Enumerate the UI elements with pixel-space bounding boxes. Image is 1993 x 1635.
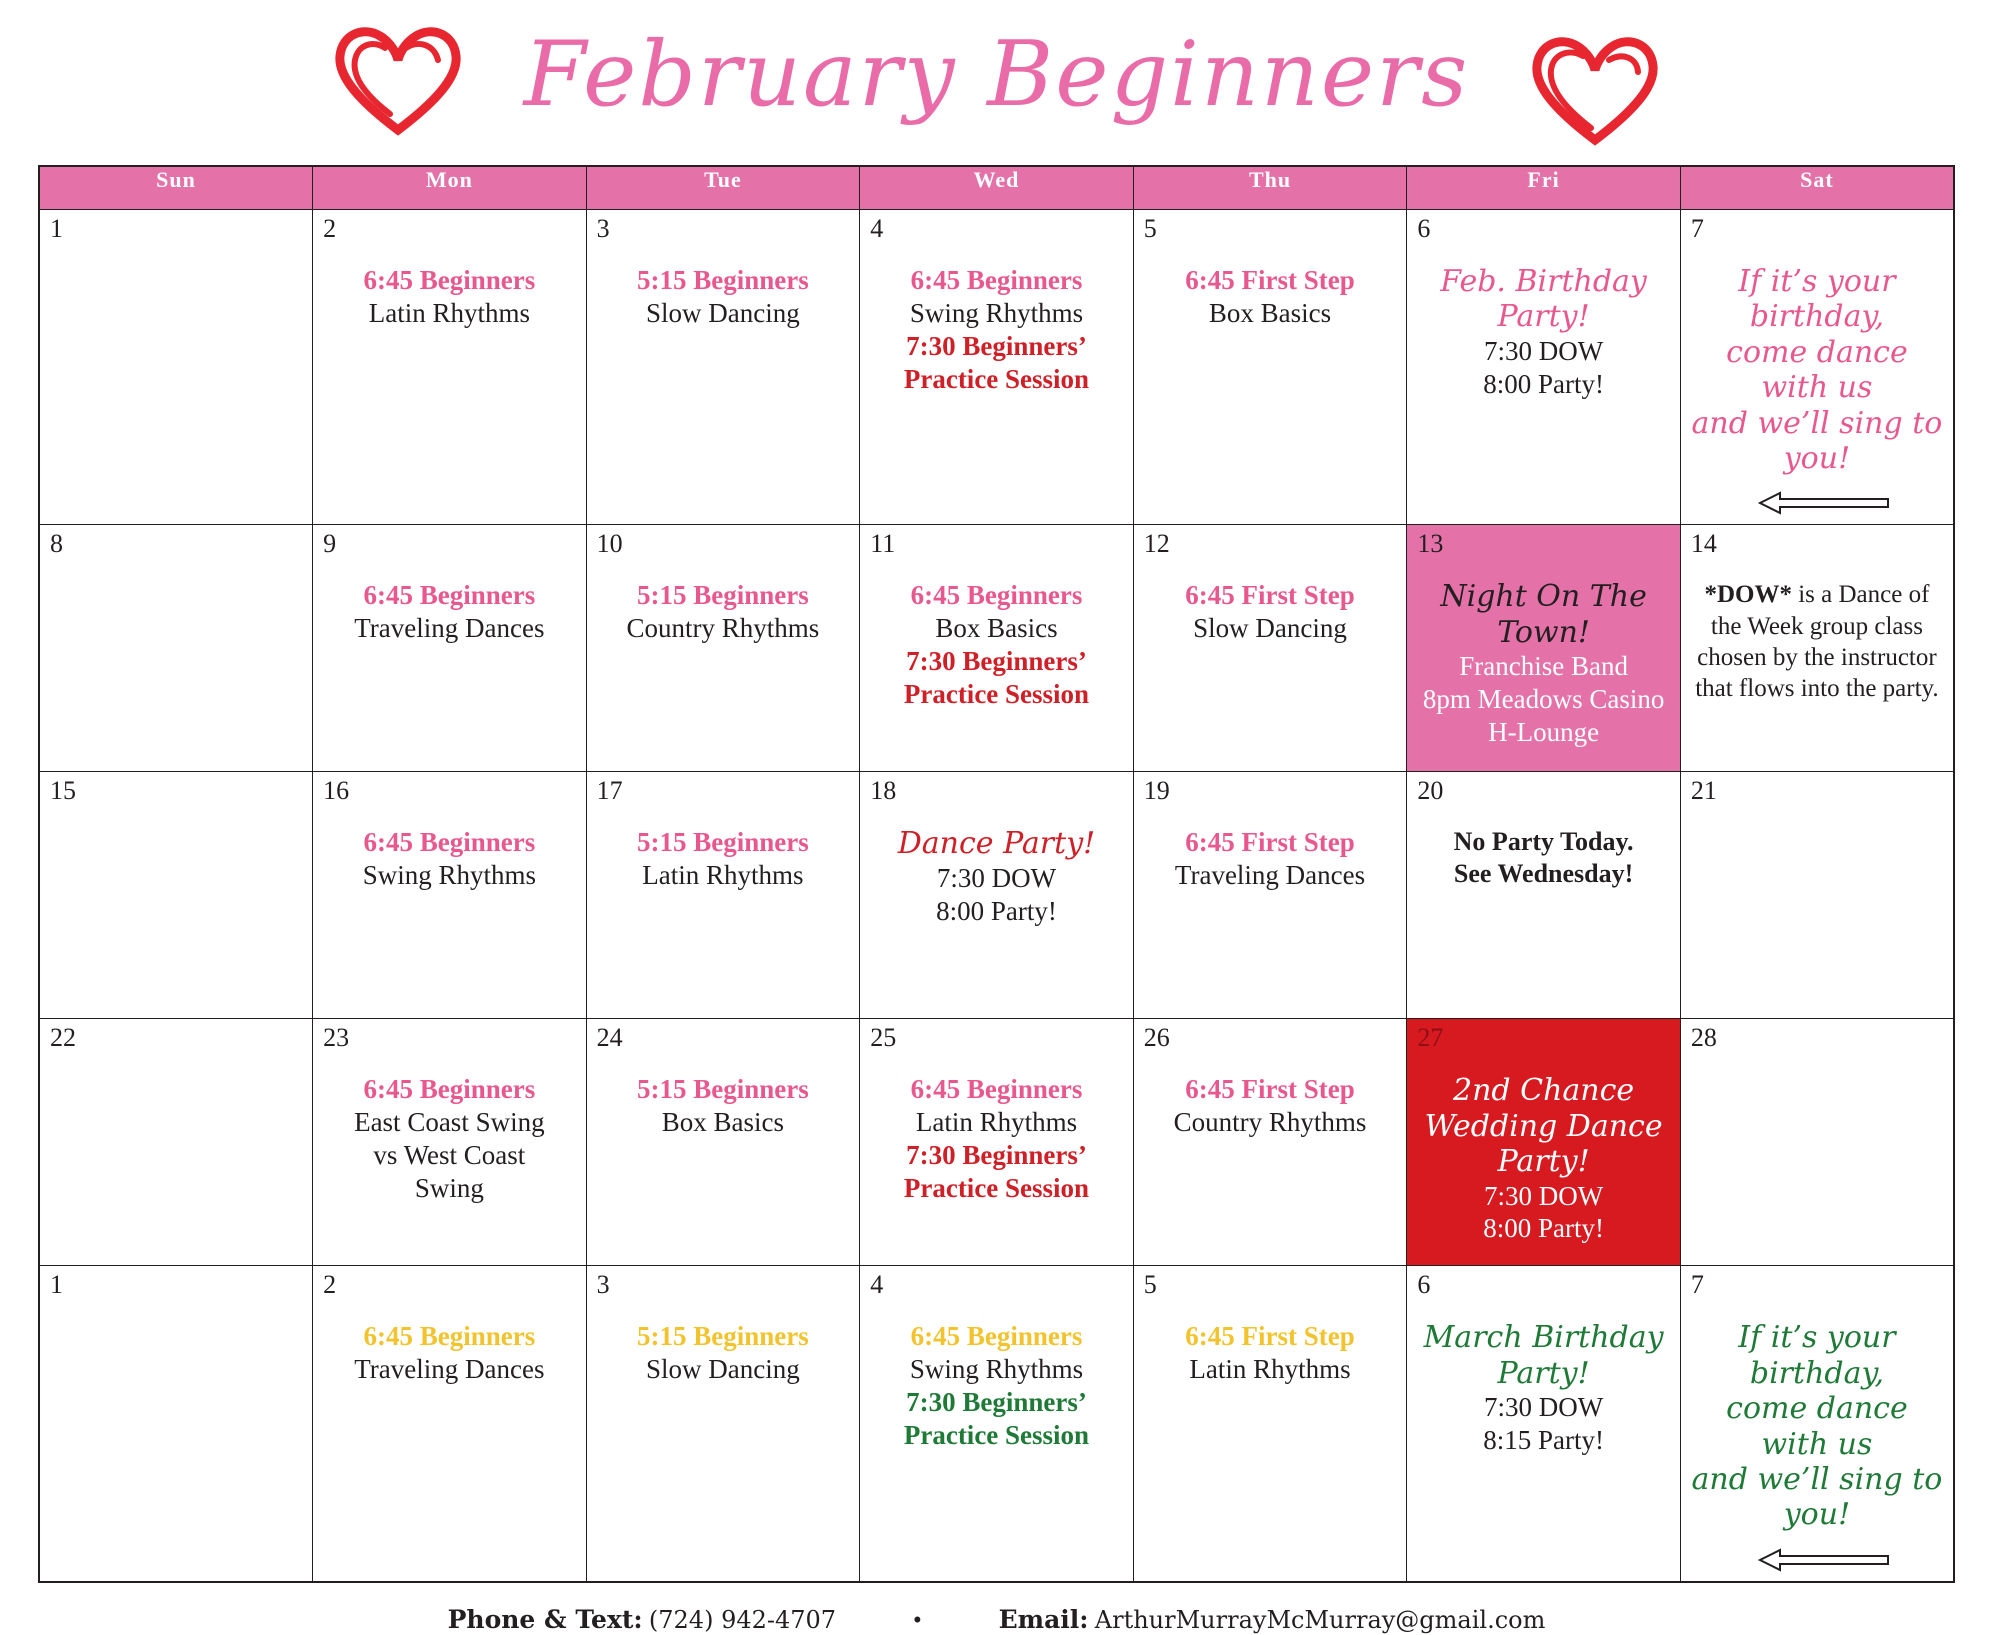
calendar-body [39,210,1954,1582]
day-event-line: 6:45 Beginners [910,580,1083,611]
day-number: 19 [1143,776,1170,806]
day-number: 11 [870,529,896,559]
day-event-line: 8pm Meadows Casino [1422,684,1665,715]
day-content [40,525,312,587]
day-event-line: 5:15 Beginners [637,1321,809,1352]
day-event-line: and we’ll sing to you! [1691,1461,1943,1533]
day-event-line: Swing Rhythms [909,297,1084,328]
day-content [1134,772,1407,900]
day-event-line: come dance with us [1726,1391,1908,1462]
day-content [313,210,586,338]
day-event-line: and we’ll sing to you! [1691,405,1943,476]
arrow-left-icon [1742,490,1892,516]
day-content [1681,1019,1953,1081]
calendar-day-cell[interactable] [1407,1266,1681,1582]
day-content [313,772,586,900]
day-event-line: Traveling Dances [1174,860,1366,891]
day-content [40,1019,312,1081]
day-content [587,772,860,900]
day-number: 21 [1690,776,1717,806]
calendar-week-row [39,1019,1954,1266]
day-number: 7 [1690,214,1704,243]
page-title: February Beginners [523,22,1470,127]
day-event-line: Dance Party! [897,826,1096,862]
day-event-line: 8:15 Party! [1483,1425,1604,1456]
day-content [1681,525,1953,712]
day-number: 23 [323,1023,350,1053]
day-event-line: Franchise Band [1459,651,1628,682]
day-content [860,1266,1133,1460]
day-event-line: 6:45 First Step [1185,580,1355,611]
footer-separator: • [912,1606,922,1634]
day-event-line: Practice Session [903,1420,1090,1451]
weekday-header-wed: Wed [860,166,1134,210]
day-event-line: East Coast Swing [354,1107,545,1138]
calendar-day-cell[interactable] [1680,1266,1954,1582]
calendar-day-cell[interactable] [1133,772,1407,1019]
day-event-line: Latin Rhythms [915,1107,1078,1138]
day-content [1407,525,1680,757]
calendar-week-row [39,210,1954,525]
calendar-day-cell[interactable] [1407,525,1681,772]
calendar-day-cell[interactable] [39,1266,313,1582]
day-event-line: If it’s your birthday, [1738,1320,1896,1391]
calendar-day-cell[interactable] [1407,1019,1681,1266]
day-content [1407,772,1680,897]
day-content [860,1019,1133,1213]
day-event-line: Slow Dancing [646,1354,800,1385]
day-event-line: 6:45 Beginners [363,1074,536,1105]
day-event-line: Traveling Dances [354,1354,545,1385]
day-event-line: 7:30 Beginners’ [906,646,1087,677]
day-content [1134,525,1407,653]
weekday-header-fri: Fri [1407,166,1681,210]
day-event-line: Country Rhythms [1173,1107,1367,1138]
day-content [1134,1266,1407,1394]
weekday-header-tue: Tue [586,166,860,210]
day-content [860,210,1133,404]
day-content [1407,1019,1680,1253]
day-event-line: Party! [1497,1355,1590,1391]
weekday-header-sun: Sun [39,166,313,210]
day-number: 2 [323,1270,337,1300]
day-event-line: 6:45 Beginners [363,1321,536,1352]
day-event-line: Box Basics [661,1107,785,1138]
day-event-line: 6:45 First Step [1185,1074,1355,1105]
day-event-line: 7:30 Beginners’ [906,1140,1087,1171]
day-number: 4 [870,214,884,243]
calendar-day-cell[interactable] [1680,1019,1954,1266]
day-event-line: 7:30 DOW [1483,335,1604,366]
day-number: 18 [870,776,897,806]
day-event-line: 5:15 Beginners [637,827,809,858]
calendar-day-cell[interactable] [586,525,860,772]
phone-value: (724) 942-4707 [648,1605,837,1634]
day-event-line: Latin Rhythms [642,860,804,891]
day-event-line: Swing Rhythms [362,860,536,891]
day-number: 14 [1690,529,1717,559]
day-content [40,210,312,272]
calendar-day-cell[interactable] [313,1266,587,1582]
day-content [587,1019,860,1147]
day-content [1407,210,1680,409]
calendar-day-cell[interactable] [586,1266,860,1582]
day-event-line: 6:45 Beginners [910,1321,1083,1352]
day-event-line: 6:45 First Step [1185,827,1355,858]
day-number: 15 [50,776,76,806]
calendar-day-cell[interactable] [39,772,313,1019]
day-event-line: Slow Dancing [1193,613,1347,644]
day-event-line: 5:15 Beginners [637,580,809,611]
calendar-day-cell[interactable] [313,1019,587,1266]
day-event-line: 5:15 Beginners [637,1074,809,1105]
day-number: 1 [50,214,63,243]
calendar-week-row [39,1266,1954,1582]
page-header [38,0,1955,165]
day-content [587,210,860,338]
day-event-line: 6:45 Beginners [910,265,1083,295]
calendar-day-cell[interactable] [39,525,313,772]
calendar-table [38,165,1955,1583]
day-event-line: 6:45 Beginners [363,265,536,295]
day-number: 8 [50,529,63,559]
day-content [313,1019,586,1213]
calendar-day-cell[interactable] [586,1019,860,1266]
calendar-week-row [39,772,1954,1019]
day-event-line: If it’s your birthday, [1738,264,1896,335]
footer-contact [38,1605,1955,1635]
day-event-line: Swing Rhythms [909,1354,1084,1385]
day-content [313,525,586,653]
day-event-line: Latin Rhythms [368,297,530,328]
calendar-week-row [39,525,1954,772]
calendar-day-cell[interactable] [1133,210,1407,525]
day-content [860,772,1133,935]
day-number: 3 [596,214,610,243]
calendar-day-cell[interactable] [39,210,313,525]
day-number: 6 [1417,1270,1431,1300]
day-event-line: 6:45 Beginners [363,827,536,858]
day-event-line: 7:30 DOW [1483,1180,1604,1211]
day-content [1681,1266,1953,1580]
email-label: Email: [998,1604,1089,1634]
day-number: 2 [323,214,337,243]
day-event-line: 7:30 Beginners’ [906,1387,1087,1418]
day-number: 4 [870,1270,884,1300]
day-number: 13 [1417,529,1444,559]
weekday-header-sat: Sat [1680,166,1954,210]
day-event-line: Wedding Dance [1424,1108,1663,1144]
day-event-line: Town! [1497,614,1590,650]
day-event-line: Practice Session [903,363,1090,394]
day-event-line: Traveling Dances [354,613,545,644]
day-number: 16 [323,776,350,806]
day-content [587,525,860,653]
calendar-day-cell[interactable] [1407,772,1681,1019]
day-number: 25 [870,1023,897,1053]
calendar-day-cell[interactable] [860,525,1134,772]
day-event-line: 6:45 Beginners [910,1074,1083,1105]
email-value[interactable]: ArthurMurrayMcMurray@gmail.com [1094,1605,1546,1634]
day-event-line: 7:30 DOW [1483,1392,1604,1423]
day-event-line: 8:00 Party! [1483,368,1604,399]
day-number: 1 [50,1270,63,1300]
calendar-day-cell[interactable] [860,1266,1134,1582]
day-event-line: Party! [1497,1144,1590,1180]
day-event-line: H-Lounge [1488,717,1600,747]
day-content [860,525,1133,719]
day-event-line: 2nd Chance [1453,1073,1635,1109]
calendar-day-cell[interactable] [39,1019,313,1266]
day-number: 20 [1417,776,1444,806]
day-content [313,1266,586,1394]
day-number: 6 [1417,214,1431,243]
calendar-day-cell[interactable] [586,210,860,525]
day-event-line: No Party Today. [1453,827,1634,857]
day-number: 10 [596,529,623,559]
weekday-header-thu: Thu [1133,166,1407,210]
day-number: 7 [1690,1270,1704,1300]
day-number: 5 [1143,214,1157,243]
day-number: 24 [596,1023,623,1053]
day-number: 22 [50,1023,76,1053]
day-event-line: Feb. Birthday [1440,264,1647,299]
calendar-day-cell[interactable] [586,772,860,1019]
day-number: 17 [596,776,623,806]
calendar-day-cell[interactable] [1680,210,1954,525]
day-event-line: Country Rhythms [626,613,820,644]
weekday-header-mon: Mon [313,166,587,210]
day-number: 28 [1690,1023,1717,1053]
day-number: 5 [1143,1270,1157,1300]
day-event-line: 7:30 DOW [936,862,1057,893]
day-content [1681,210,1953,524]
day-event-line: March Birthday [1423,1320,1664,1356]
day-content [1134,210,1407,338]
arrow-left-icon [1742,1547,1892,1573]
day-event-line: Box Basics [1208,297,1332,328]
calendar-day-cell[interactable] [860,772,1134,1019]
calendar-day-cell[interactable] [313,772,587,1019]
day-event-line: Party! [1497,299,1590,335]
day-content [1134,1019,1407,1147]
day-number: 27 [1417,1023,1444,1053]
dow-note: *DOW* is a Dance of the Week group class chosen by the instructor that flows into the party. [1695,581,1939,703]
calendar-day-cell[interactable] [1680,525,1954,772]
day-event-line: 7:30 Beginners’ [906,330,1087,361]
day-event-line: 6:45 First Step [1185,265,1355,295]
day-event-line: 8:00 Party! [1483,1213,1604,1244]
day-content [1407,1266,1680,1465]
day-event-line: Box Basics [935,613,1058,644]
calendar-day-cell[interactable] [313,210,587,525]
phone-label: Phone & Text: [447,1604,643,1634]
day-event-line: 6:45 Beginners [363,580,536,611]
calendar-day-cell[interactable] [1133,525,1407,772]
day-event-line: vs West Coast [373,1140,526,1171]
day-event-line: Practice Session [903,1173,1090,1204]
day-event-line: Night On The [1440,579,1647,615]
calendar-day-cell[interactable] [313,525,587,772]
day-content [587,1266,860,1394]
day-event-line: Swing [414,1173,484,1204]
day-number: 12 [1143,529,1170,559]
day-event-line: See Wednesday! [1453,859,1634,889]
day-event-line: 5:15 Beginners [637,265,809,295]
day-content [40,772,312,834]
calendar-day-cell[interactable] [1133,1266,1407,1582]
calendar-day-cell[interactable] [860,210,1134,525]
weekday-header-row [39,166,1954,210]
day-number: 9 [323,529,337,559]
day-content [40,1266,312,1328]
calendar-day-cell[interactable] [1133,1019,1407,1266]
calendar-day-cell[interactable] [860,1019,1134,1266]
day-event-line: come dance with us [1726,334,1908,406]
calendar-day-cell[interactable] [1680,772,1954,1019]
day-number: 26 [1143,1023,1170,1053]
day-event-line: 8:00 Party! [936,895,1057,926]
day-event-line: Practice Session [903,679,1090,710]
day-event-line: Slow Dancing [646,297,800,328]
day-event-line: Latin Rhythms [1189,1354,1351,1385]
day-event-line: 6:45 First Step [1185,1321,1355,1352]
day-number: 3 [596,1270,610,1300]
calendar-day-cell[interactable] [1407,210,1681,525]
day-content [1681,772,1953,834]
